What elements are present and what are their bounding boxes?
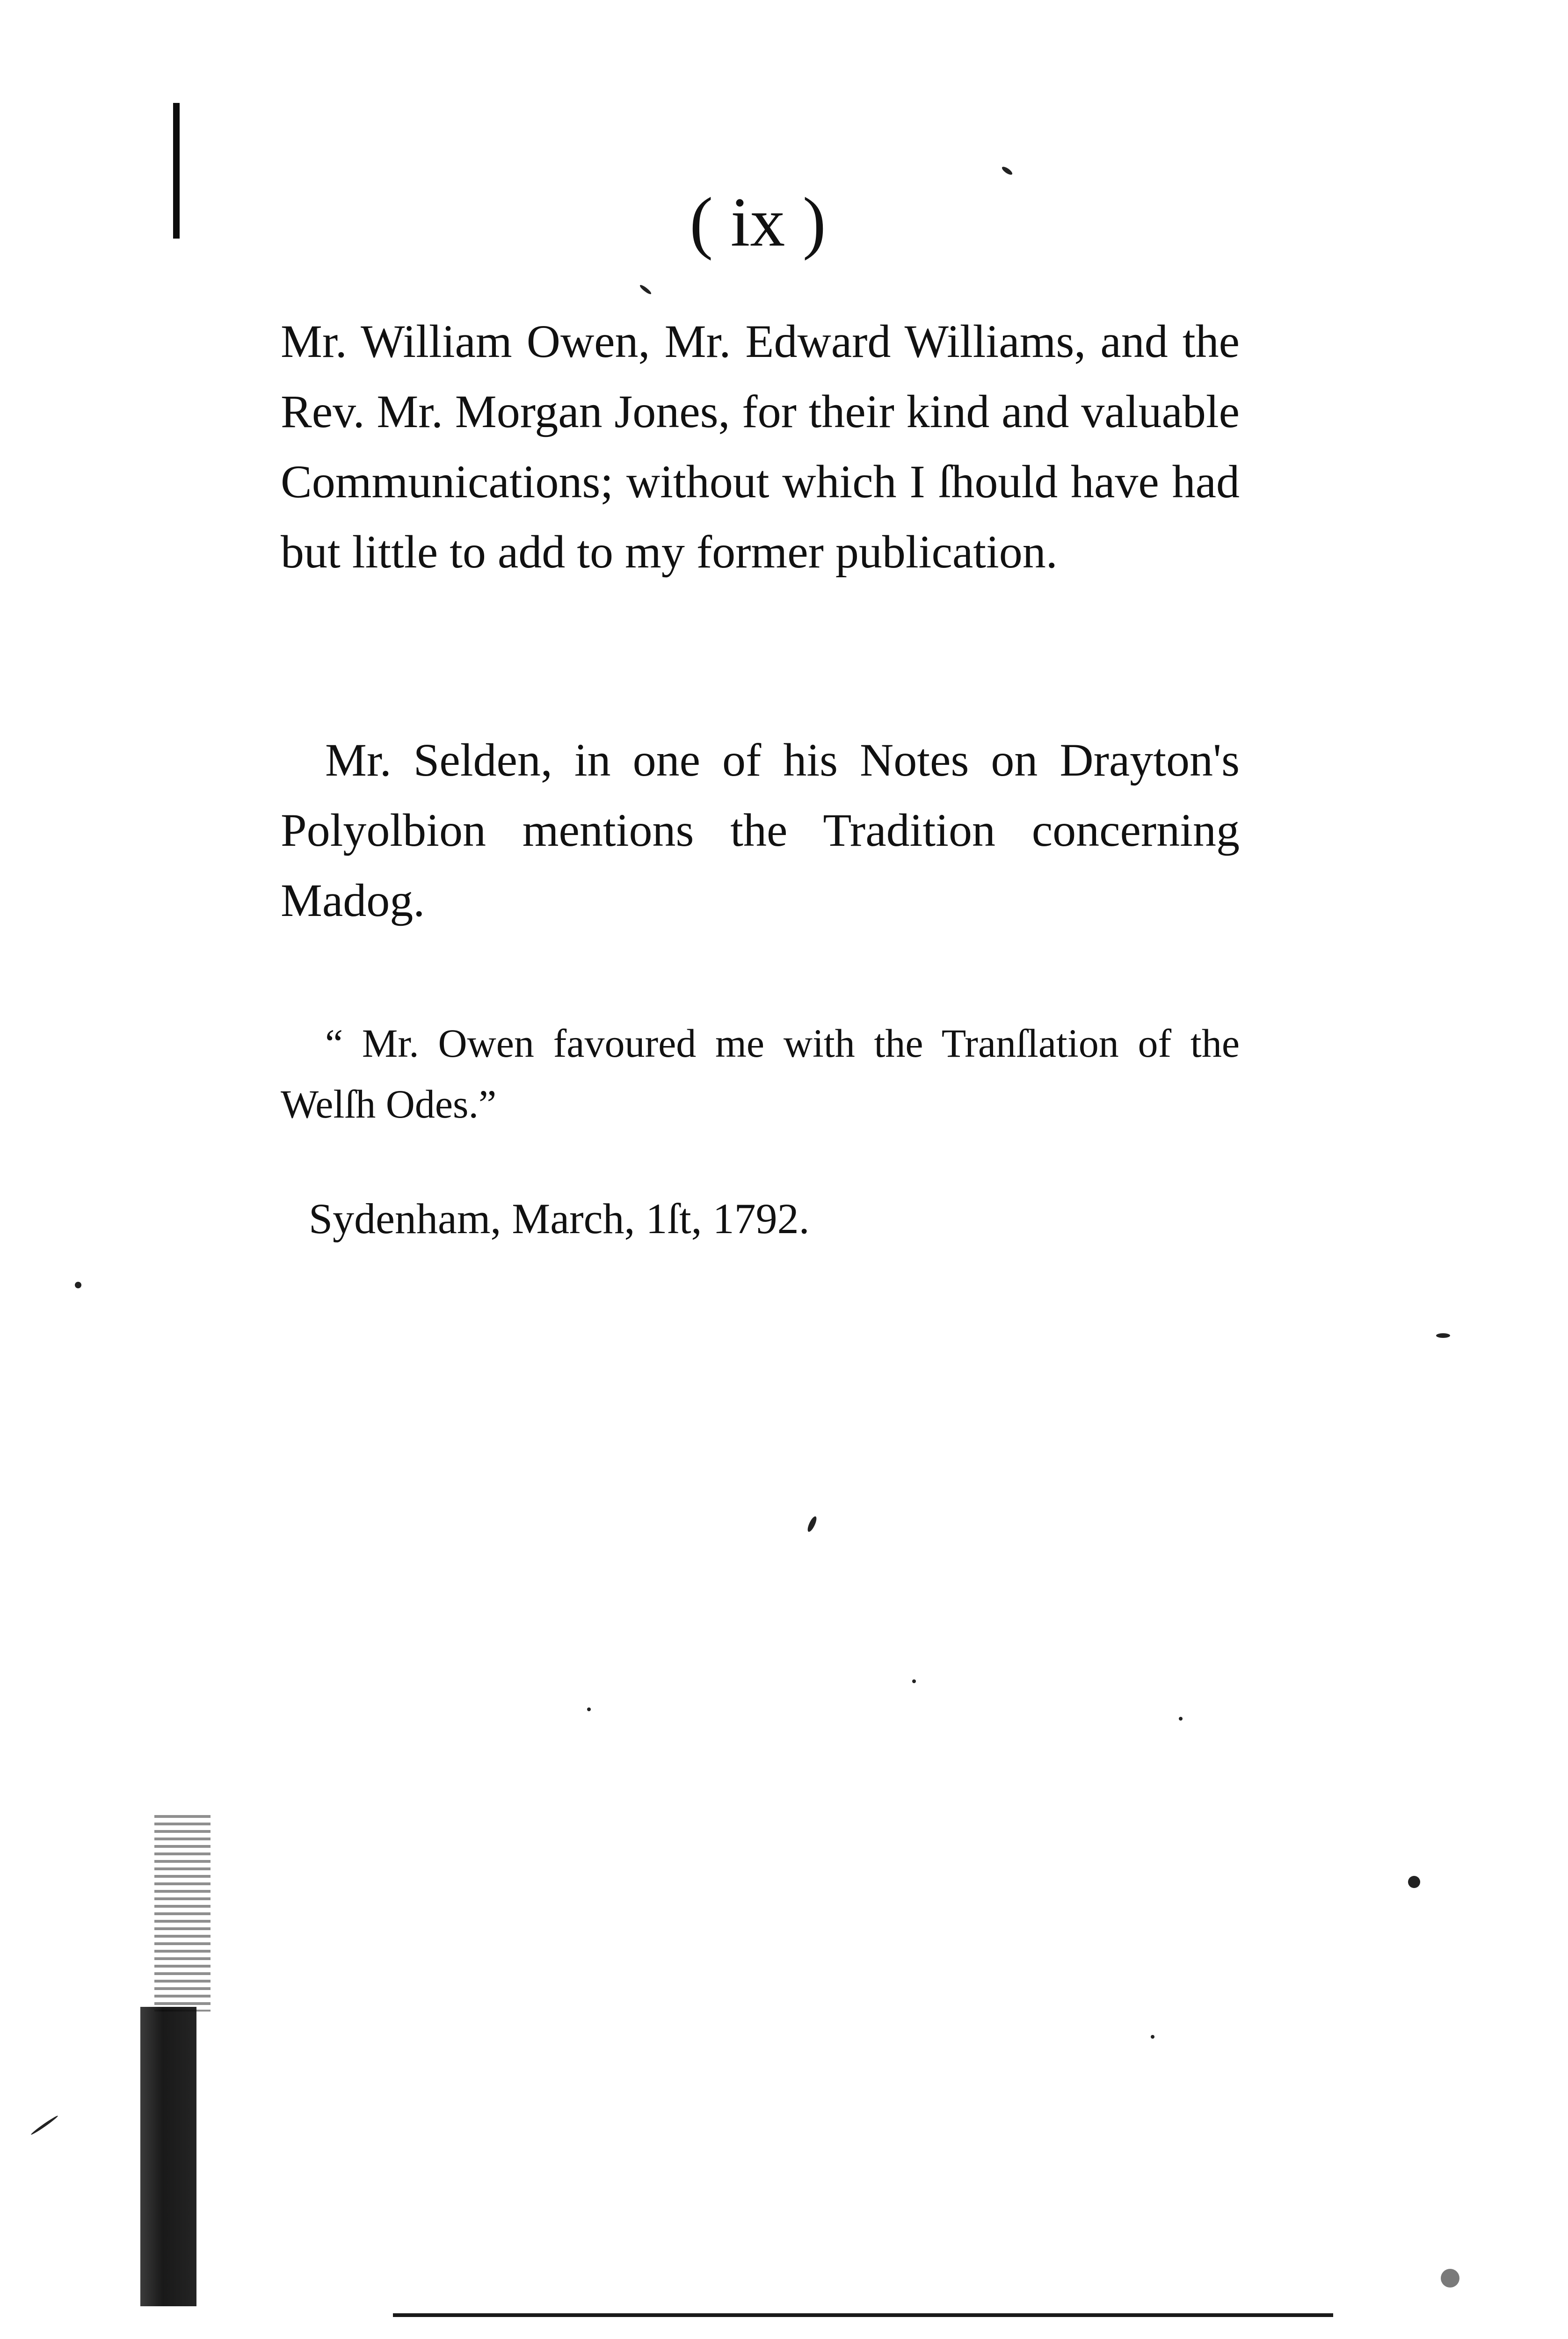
scan-speck: [1001, 165, 1013, 176]
scan-speck: [1441, 2269, 1459, 2288]
scan-binding-shadow: [140, 2007, 196, 2306]
signoff-dateline: Sydenham, March, 1ſt, 1792.: [309, 1195, 810, 1242]
scan-speck: [587, 1707, 591, 1711]
page-number: ( ix ): [690, 183, 826, 261]
scan-edge-noise: [154, 1815, 211, 2012]
scan-speck: [1436, 1333, 1450, 1338]
owen-note: [281, 1013, 1240, 1134]
scan-speck: [30, 2114, 59, 2136]
acknowledgement-text: Mr. William Owen, Mr. Edward Williams, and the Rev. Mr. Morgan Jones, for their kind and valuable Communications; without which I ſhould have had but little to add to my former publication.: [281, 315, 1240, 578]
selden-text: Mr. Selden, in one of his Notes on Drayton's Polyolbion mentions the Tradition concerning Madog.: [281, 734, 1240, 926]
scan-speck: [1179, 1717, 1183, 1721]
selden-paragraph: [281, 725, 1240, 936]
scan-speck: [1408, 1876, 1420, 1888]
scan-speck: [1151, 2035, 1154, 2039]
scan-speck: [75, 1282, 81, 1288]
scan-speck: [806, 1515, 818, 1533]
scan-speck: [639, 284, 653, 296]
scan-speck: [912, 1679, 916, 1683]
scan-edge-mark: [173, 103, 180, 239]
owen-note-text: “ Mr. Owen favoured me with the Tranſlation of the Welſh Odes.”: [281, 1021, 1240, 1126]
bottom-rule: [393, 2313, 1333, 2317]
acknowledgement-paragraph: [281, 306, 1240, 587]
